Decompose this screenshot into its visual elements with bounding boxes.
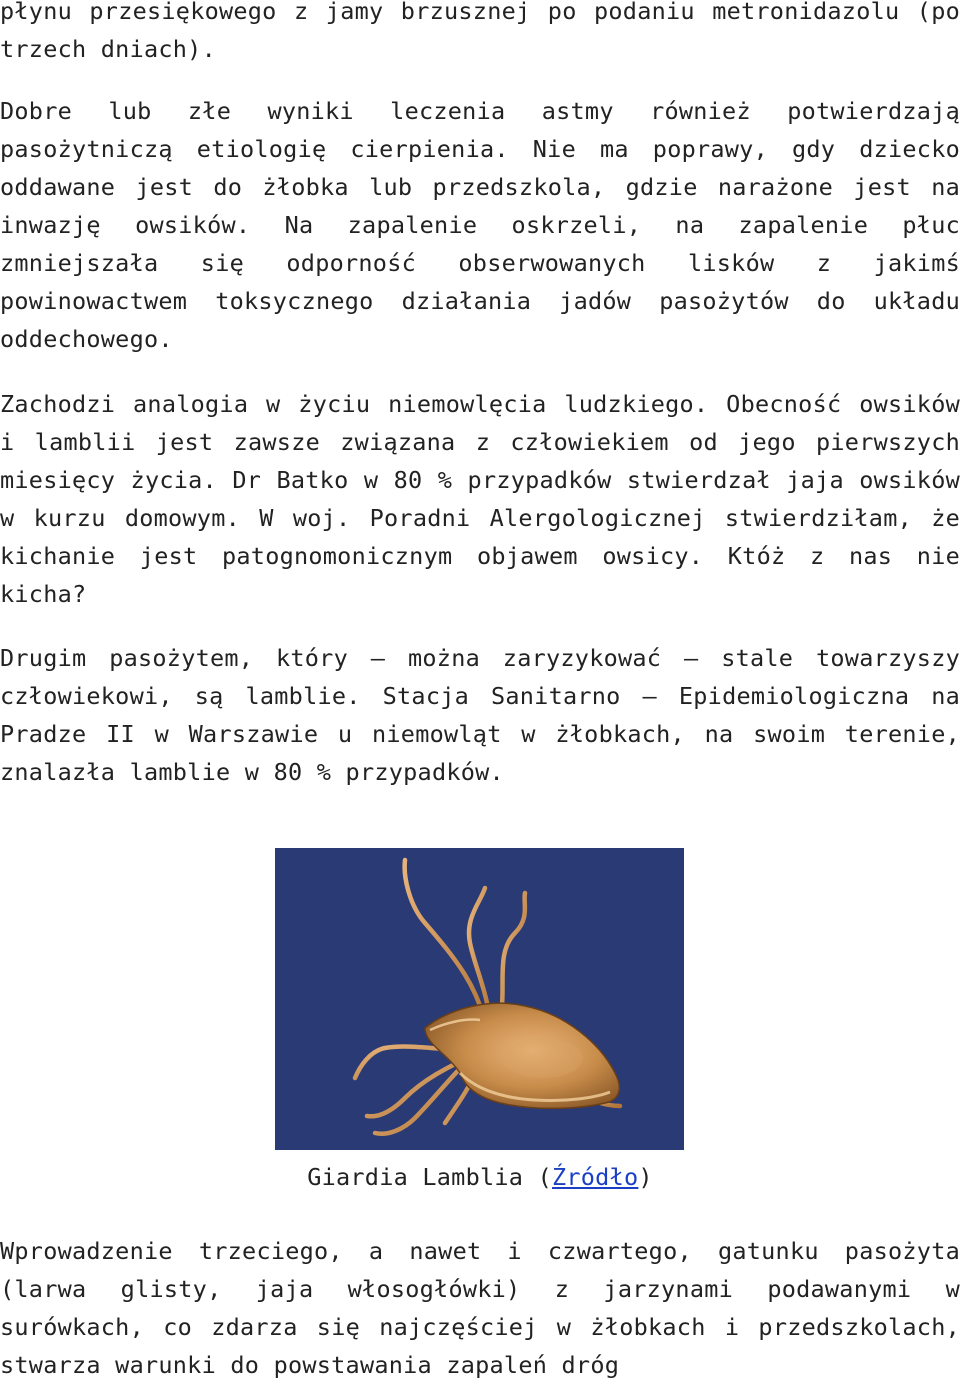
figure-caption — [0, 1158, 960, 1196]
paragraph: płynu przesiękowego z jamy brzusznej po podaniu metronidazolu (po trzech dniach). — [0, 0, 960, 63]
caption-closing: ) — [638, 1163, 653, 1191]
giardia-lamblia-illustration — [275, 848, 684, 1150]
paragraph: Zachodzi analogia w życiu niemowlęcia ludzkiego. Obecność owsików i lamblii jest zawsze związana z człowiekiem od jego pierwszych miesięcy życia. Dr Batko w 80 % przypadków stwierdzał jaja owsików w kurzu domowym. W woj. Poradni Alergologicznej stwierdziłam, że kichanie jest patognomonicznym objawem owsicy. Któż z nas nie kicha? — [0, 390, 960, 608]
paragraph: Drugim pasożytem, który – można zaryzykować – stale towarzyszy człowiekowi, są lamblie. Stacja Sanitarno – Epidemiologiczna na Pradze II w Warszawie u niemowląt w żłobkach, na swoim terenie, znalazła lamblie w 80 % przypadków. — [0, 644, 960, 786]
source-link[interactable]: Źródło — [551, 1163, 639, 1191]
paragraph: Dobre lub złe wyniki leczenia astmy również potwierdzają pasożytniczą etiologię cierpienia. Nie ma poprawy, gdy dziecko oddawane jest do żłobka lub przedszkola, gdzie narażone jest na inwazję owsików. Na zapalenie oskrzeli, na zapalenie płuc zmniejszała się odporność obserwowanych lisków z jakimś powinowactwem toksycznego działania jadów pasożytów do układu oddechowego. — [0, 97, 960, 353]
caption-text: Giardia Lamblia ( — [307, 1163, 552, 1191]
paragraph: Wprowadzenie trzeciego, a nawet i czwartego, gatunku pasożyta (larwa glisty, jaja włosogłówki) z jarzynami podawanymi w surówkach, co zdarza się najczęściej w żłobkach i przedszkolach, stwarza warunki do powstawania zapaleń dróg — [0, 1237, 960, 1379]
giardia-lamblia-image — [275, 848, 684, 1150]
